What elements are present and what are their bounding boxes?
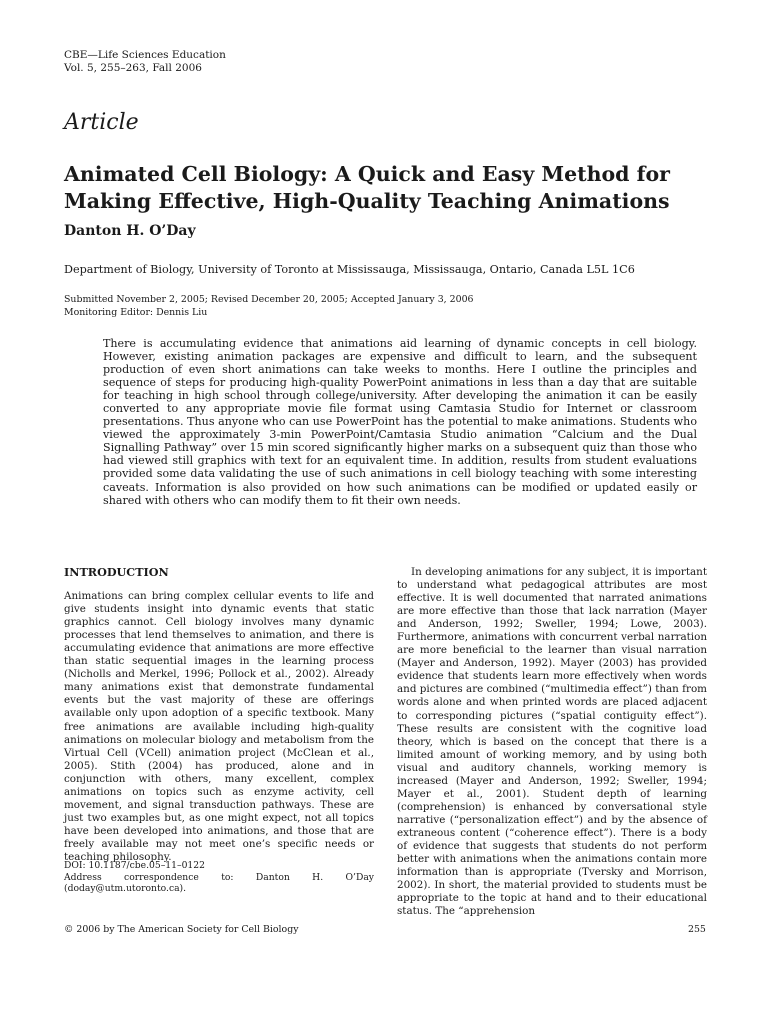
copyright-footer: © 2006 by The American Society for Cell Biology <box>64 924 299 935</box>
journal-header <box>64 49 226 75</box>
correspondence: Address correspondence to: Danton H. O’Day (doday@utm.utoronto.ca). <box>64 871 374 895</box>
article-title: Animated Cell Biology: A Quick and Easy Method for Making Effective, High-Quality Teaching Animations <box>64 162 670 213</box>
monitoring-editor: Monitoring Editor: Dennis Liu <box>64 306 208 318</box>
abstract: There is accumulating evidence that animations aid learning of dynamic concepts in cell biology. However, existing animation packages are expensive and difficult to learn, and the subsequent production of even short animations can take weeks to months. Here I outline the principles and sequence of steps for producing high-quality PowerPoint animations in less than a day that are suitable for teaching in high school through college/university. After developing the animation it can be easily converted to any appropriate movie file format using Camtasia Studio for Internet or classroom presentations. Thus anyone who can use PowerPoint has the potential to make animations. Students who viewed the approximately 3-min PowerPoint/Camtasia Studio animation “Calcium and the Dual Signalling Pathway” over 15 min scored significantly higher marks on a subsequent quiz than those who had viewed still graphics with text for an equivalent time. In addition, results from student evaluations provided some data validating the use of such animations in cell biology teaching with some interesting caveats. Information is also provided on how such animations can be modified or updated easily or shared with others who can modify them to fit their own needs. <box>103 337 697 507</box>
section-label: Article <box>64 110 139 135</box>
author-name: Danton H. O’Day <box>64 223 196 239</box>
submission-info <box>64 294 474 319</box>
introduction-paragraph-left: Animations can bring complex cellular events to life and give students insight into dynamic events that static graphics cannot. Cell biology involves many dynamic processes that lend themselves to animation, and there is accumulating evidence that animations are more effective than static sequential images in the learning process (Nicholls and Merkel, 1996; Pollock et al., 2002). Already many animations exist that demonstrate fundamental events but the vast majority of these are offerings available only upon adoption of a specific textbook. Many free animations are available including high-quality animations on molecular biology and metabolism from the Virtual Cell (VCell) animation project (McClean et al., 2005). Stith (2004) has produced, alone and in conjunction with others, many excellent, complex animations on topics such as enzyme activity, cell movement, and signal transduction pathways. These are just two examples but, as one might expect, not all topics have been developed into animations, and those that are freely available may not meet one’s specific needs or teaching philosophy. <box>64 590 374 863</box>
right-column <box>397 566 707 918</box>
left-column <box>64 566 374 864</box>
author-affiliation: Department of Biology, University of Toronto at Mississauga, Mississauga, Ontario, Canada L5L 1C6 <box>64 263 635 276</box>
doi: DOI: 10.1187/cbe.05–11–0122 <box>64 860 205 871</box>
introduction-heading: INTRODUCTION <box>64 565 169 579</box>
page-number: 255 <box>688 924 706 935</box>
introduction-paragraph-right: In developing animations for any subject, it is important to understand what pedagogical attributes are most effective. It is well documented that narrated animations are more effective than those that lack narration (Mayer and Anderson, 1992; Sweller, 1994; Lowe, 2003). Furthermore, animations with concurrent verbal narration are more beneficial to the learner than visual narration (Mayer and Anderson, 1992). Mayer (2003) has provided evidence that students learn more effectively when words and pictures are combined (“multimedia effect”) than from words alone and when printed words are placed adjacent to corresponding pictures (“spatial contiguity effect”). These results are consistent with the cognitive load theory, which is based on the concept that there is a limited amount of working memory, and by using both visual and auditory channels, working memory is increased (Mayer and Anderson, 1992; Sweller, 1994; Mayer et al., 2001). Student depth of learning (comprehension) is enhanced by conversational style narrative (“personalization effect”) and by the absence of extraneous content (“coherence effect”). There is a body of evidence that suggests that students do not perform better with animations when the animations contain more information than is appropriate (Tversky and Morrison, 2002). In short, the material provided to students must be appropriate to the topic at hand and to their educational status. The “apprehension <box>397 566 707 918</box>
journal-volume: Vol. 5, 255–263, Fall 2006 <box>64 62 202 74</box>
footnote <box>64 860 374 895</box>
journal-name: CBE—Life Sciences Education <box>64 49 226 61</box>
submission-dates: Submitted November 2, 2005; Revised December 20, 2005; Accepted January 3, 2006 <box>64 294 474 305</box>
